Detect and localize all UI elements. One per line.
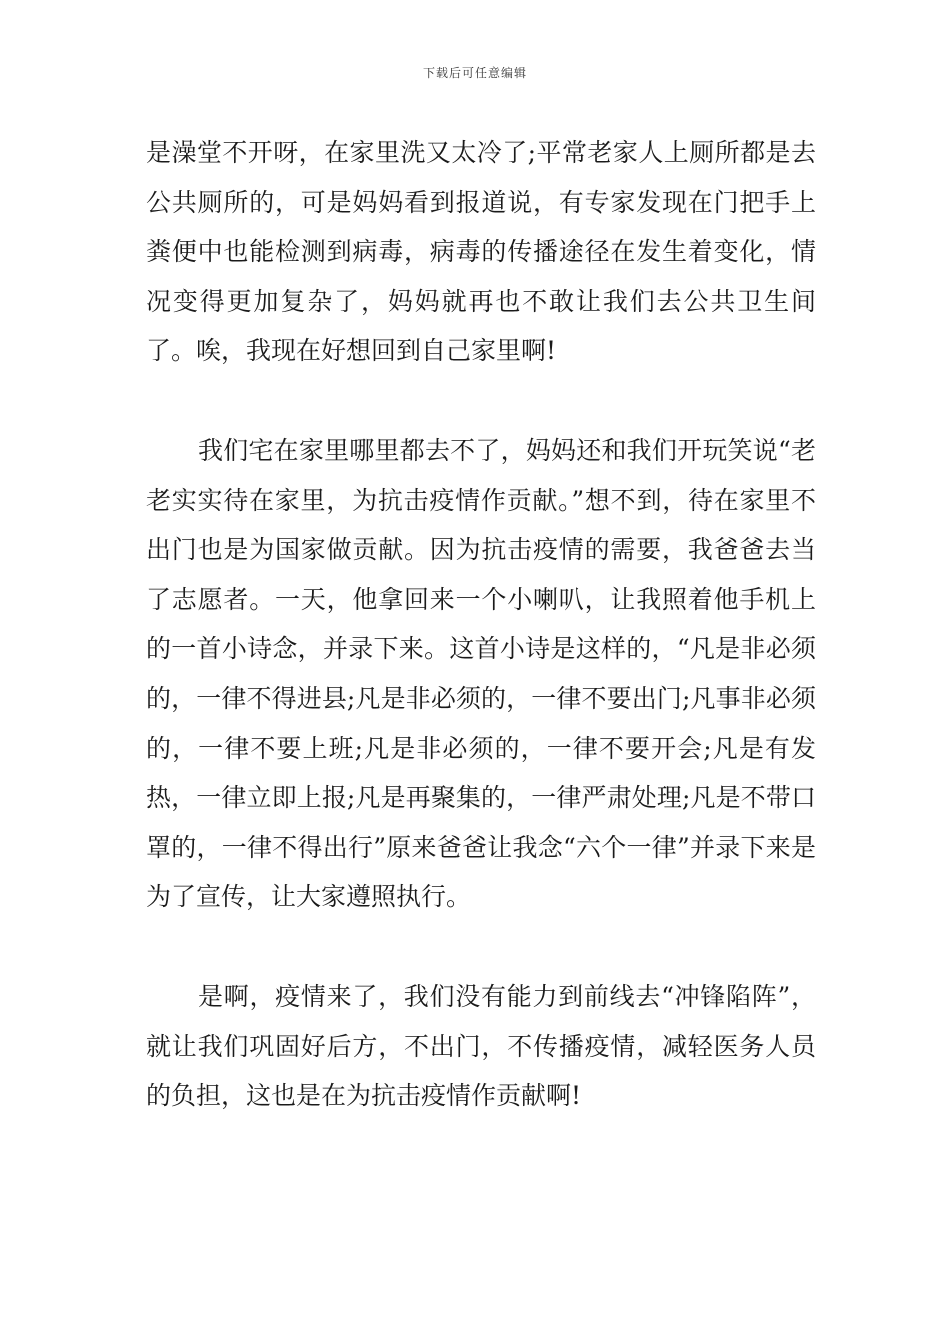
paragraph-3: 是啊，疫情来了，我们没有能力到前线去“冲锋陷阵”，就让我们巩固好后方，不出门，不传播疫情，减轻医务人员的负担，这也是在为抗击疫情作贡献啊! (146, 981, 816, 1111)
page-header: 下载后可任意编辑 (422, 66, 527, 80)
document-body (146, 128, 816, 1121)
paragraph-1: 是澡堂不开呀，在家里洗又太冷了;平常老家人上厕所都是去公共厕所的，可是妈妈看到报道说，有专家发现在门把手上粪便中也能检测到病毒，病毒的传播途径在发生着变化，情况变得更加复杂了，妈妈就再也不敢让我们去公共卫生间了。唉，我现在好想回到自己家里啊! (146, 138, 816, 366)
paragraph-2: 我们宅在家里哪里都去不了，妈妈还和我们开玩笑说“老老实实待在家里，为抗击疫情作贡献。”想不到，待在家里不出门也是为国家做贡献。因为抗击疫情的需要，我爸爸去当了志愿者。一天，他拿回来一个小喇叭，让我照着他手机上的一首小诗念，并录下来。这首小诗是这样的，“凡是非必须的，一律不得进县;凡是非必须的，一律不要出门;凡事非必须的，一律不要上班;凡是非必须的，一律不要开会;凡是有发热，一律立即上报;凡是再聚集的，一律严肃处理;凡是不带口罩的，一律不得出行”原来爸爸让我念“六个一律”并录下来是为了宣传，让大家遵照执行。 (146, 435, 816, 912)
